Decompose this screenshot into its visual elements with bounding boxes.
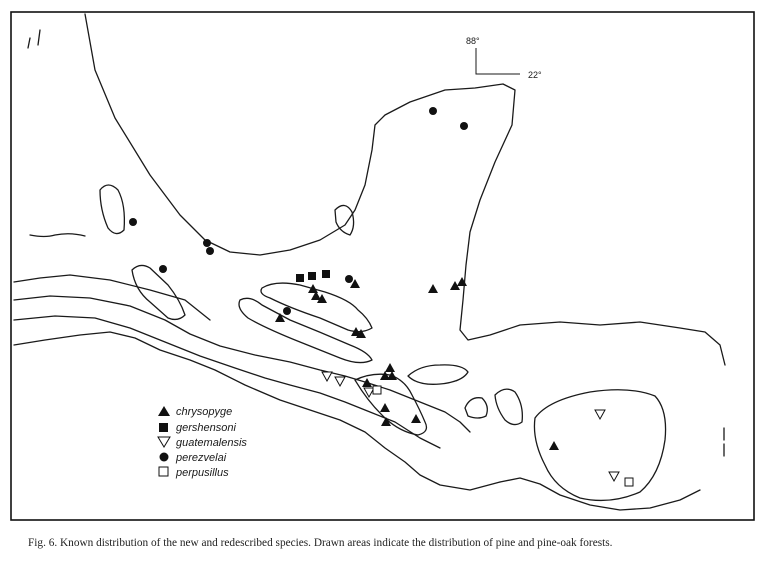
marker-perpusillus (373, 386, 381, 394)
figure-caption: Fig. 6. Known distribution of the new and redescribed species. Drawn areas indicate the distribution of pine and pine-oak forests. (28, 537, 613, 549)
marker-perezvelai (345, 275, 353, 283)
legend-label-perpusillus: perpusillus (176, 467, 229, 479)
marker-chrysopyge (411, 414, 421, 423)
legend-symbol-open-square (159, 467, 168, 476)
marker-chrysopyge (549, 441, 559, 450)
coastline-pacific-upper (14, 275, 210, 320)
legend (158, 406, 247, 479)
coast-dash-2 (28, 38, 30, 48)
legend-label-gershensoni: gershensoni (176, 422, 236, 434)
legend-symbol-open-triangle (158, 437, 170, 447)
marker-gershensoni (308, 272, 316, 280)
marker-chrysopyge (428, 284, 438, 293)
coordinate-marker (476, 48, 520, 74)
marker-chrysopyge (380, 403, 390, 412)
marker-perezvelai (129, 218, 137, 226)
coordinate-axes (476, 48, 520, 74)
legend-symbol-filled-triangle (158, 406, 170, 416)
marker-perezvelai (203, 239, 211, 247)
legend-symbol-filled-circle (160, 453, 169, 462)
marker-chrysopyge (362, 378, 372, 387)
marker-perezvelai (460, 122, 468, 130)
highland-band-north (14, 296, 470, 432)
marker-perezvelai (283, 307, 291, 315)
coastline-gulf (85, 14, 725, 365)
marker-gershensoni (296, 274, 304, 282)
marker-chrysopyge (387, 371, 397, 380)
forest-patch-5 (465, 398, 487, 418)
marker-guatemalensis (335, 377, 345, 386)
marker-perezvelai (429, 107, 437, 115)
forest-patch-6 (495, 389, 522, 424)
map-frame (11, 12, 754, 520)
latitude-label: 22° (528, 70, 542, 80)
marker-gershensoni (322, 270, 330, 278)
marker-chrysopyge (385, 363, 395, 372)
marker-chrysopyge (275, 313, 285, 322)
coast-west-inner (30, 234, 85, 237)
marker-guatemalensis (595, 410, 605, 419)
marker-perpusillus (625, 478, 633, 486)
legend-label-chrysopyge: chrysopyge (176, 406, 233, 418)
legend-symbol-filled-square (159, 423, 168, 432)
marker-chrysopyge (308, 284, 318, 293)
marker-guatemalensis (609, 472, 619, 481)
marker-perezvelai (159, 265, 167, 273)
marker-perezvelai (206, 247, 214, 255)
legend-label-guatemalensis: guatemalensis (176, 437, 247, 449)
forest-patch-10 (335, 205, 354, 235)
marker-guatemalensis (322, 372, 332, 381)
forest-patch-4 (408, 365, 468, 384)
forest-patch-9 (100, 185, 124, 234)
legend-label-perezvelai: perezvelai (176, 452, 227, 464)
longitude-label: 88° (466, 36, 480, 46)
coastline-south-east (500, 478, 700, 510)
coast-dash-1 (38, 30, 40, 45)
